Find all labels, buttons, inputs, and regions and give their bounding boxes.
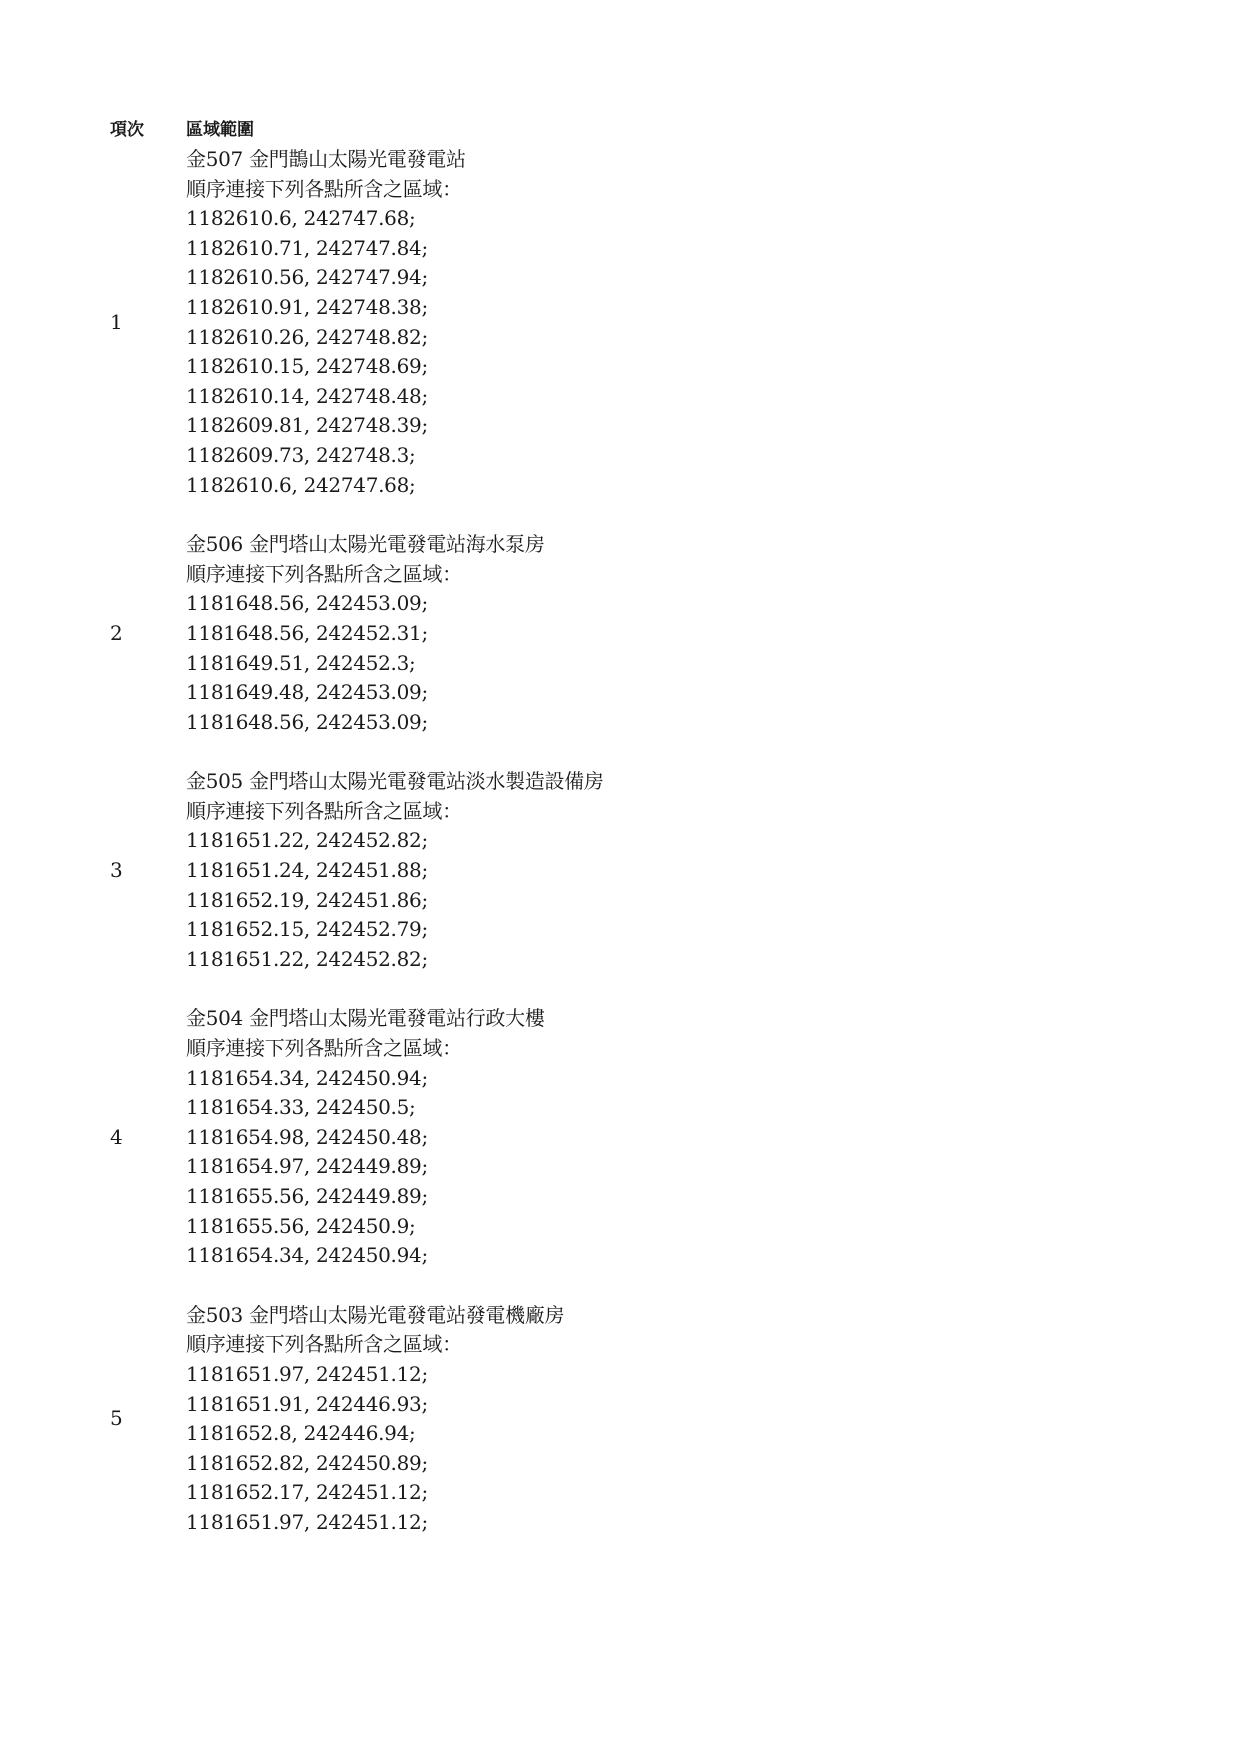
entry-3	[110, 767, 1110, 974]
coordinate-point: 1182610.6, 242747.68;	[186, 472, 416, 497]
coordinate-point: 1182610.56, 242747.94;	[186, 265, 428, 290]
entry-2	[110, 530, 1110, 737]
coordinate-point: 1181652.17, 242451.12;	[186, 1480, 428, 1505]
entry-description: 順序連接下列各點所含之區域：	[186, 798, 462, 823]
entry-body	[186, 767, 1110, 974]
entry-title: 金504 金門塔山太陽光電發電站行政大樓	[186, 1006, 545, 1031]
coordinate-point: 1181652.8, 242446.94;	[186, 1421, 416, 1446]
coordinate-point: 1181654.98, 242450.48;	[186, 1124, 428, 1149]
entries-list	[110, 145, 1110, 1568]
coordinate-point: 1181648.56, 242453.09;	[186, 591, 428, 616]
coordinate-point: 1181654.33, 242450.5;	[186, 1095, 416, 1120]
coordinate-point: 1182610.71, 242747.84;	[186, 235, 428, 260]
entry-number: 4	[110, 1124, 123, 1149]
coordinate-point: 1181648.56, 242453.09;	[186, 709, 428, 734]
coordinate-point: 1181654.34, 242450.94;	[186, 1243, 428, 1268]
coordinate-point: 1182610.14, 242748.48;	[186, 383, 428, 408]
coordinate-point: 1181654.97, 242449.89;	[186, 1154, 428, 1179]
entry-description: 順序連接下列各點所含之區域：	[186, 1036, 462, 1061]
coordinate-point: 1182610.15, 242748.69;	[186, 354, 428, 379]
coordinate-point: 1182609.81, 242748.39;	[186, 413, 428, 438]
coordinate-point: 1181652.15, 242452.79;	[186, 917, 428, 942]
coordinate-point: 1181651.97, 242451.12;	[186, 1509, 428, 1534]
coordinate-point: 1181654.34, 242450.94;	[186, 1065, 428, 1090]
entry-4	[110, 1004, 1110, 1270]
entry-body	[186, 530, 1110, 737]
entry-description: 順序連接下列各點所含之區域：	[186, 1332, 462, 1357]
coordinate-point: 1181649.48, 242453.09;	[186, 680, 428, 705]
coordinate-point: 1181651.22, 242452.82;	[186, 946, 428, 971]
entry-number: 2	[110, 620, 123, 645]
entry-title: 金506 金門塔山太陽光電發電站海水泵房	[186, 532, 545, 557]
coordinate-point: 1181651.24, 242451.88;	[186, 858, 428, 883]
coordinate-point: 1182609.73, 242748.3;	[186, 442, 416, 467]
entry-description: 順序連接下列各點所含之區域：	[186, 561, 462, 586]
header-area-range: 區域範圍	[186, 120, 254, 140]
entry-5	[110, 1301, 1110, 1538]
entry-description: 順序連接下列各點所含之區域：	[186, 176, 462, 201]
entry-number: 5	[110, 1406, 123, 1431]
entry-body	[186, 145, 1110, 500]
coordinate-point: 1182610.6, 242747.68;	[186, 206, 416, 231]
coordinate-point: 1181651.22, 242452.82;	[186, 828, 428, 853]
coordinate-point: 1181655.56, 242449.89;	[186, 1184, 428, 1208]
entry-body	[186, 1301, 1110, 1538]
coordinate-point: 1181649.51, 242452.3;	[186, 650, 416, 675]
entry-title: 金505 金門塔山太陽光電發電站淡水製造設備房	[186, 769, 604, 794]
coordinate-point: 1182610.91, 242748.38;	[186, 294, 428, 319]
coordinate-point: 1181652.19, 242451.86;	[186, 887, 428, 912]
entry-number: 1	[110, 309, 123, 334]
entry-title: 金503 金門塔山太陽光電發電站發電機廠房	[186, 1302, 565, 1327]
entry-1	[110, 145, 1110, 500]
coordinate-point: 1181648.56, 242452.31;	[186, 620, 428, 645]
coordinate-point: 1181655.56, 242450.9;	[186, 1213, 416, 1238]
coordinate-point: 1181652.82, 242450.89;	[186, 1450, 428, 1475]
entry-title: 金507 金門鵲山太陽光電發電站	[186, 147, 466, 171]
entry-number: 3	[110, 858, 123, 883]
header-item-number: 項次	[110, 120, 144, 140]
coordinate-point: 1181651.91, 242446.93;	[186, 1391, 428, 1416]
entry-body	[186, 1004, 1110, 1270]
coordinate-point: 1182610.26, 242748.82;	[186, 324, 428, 349]
coordinate-point: 1181651.97, 242451.12;	[186, 1361, 428, 1386]
